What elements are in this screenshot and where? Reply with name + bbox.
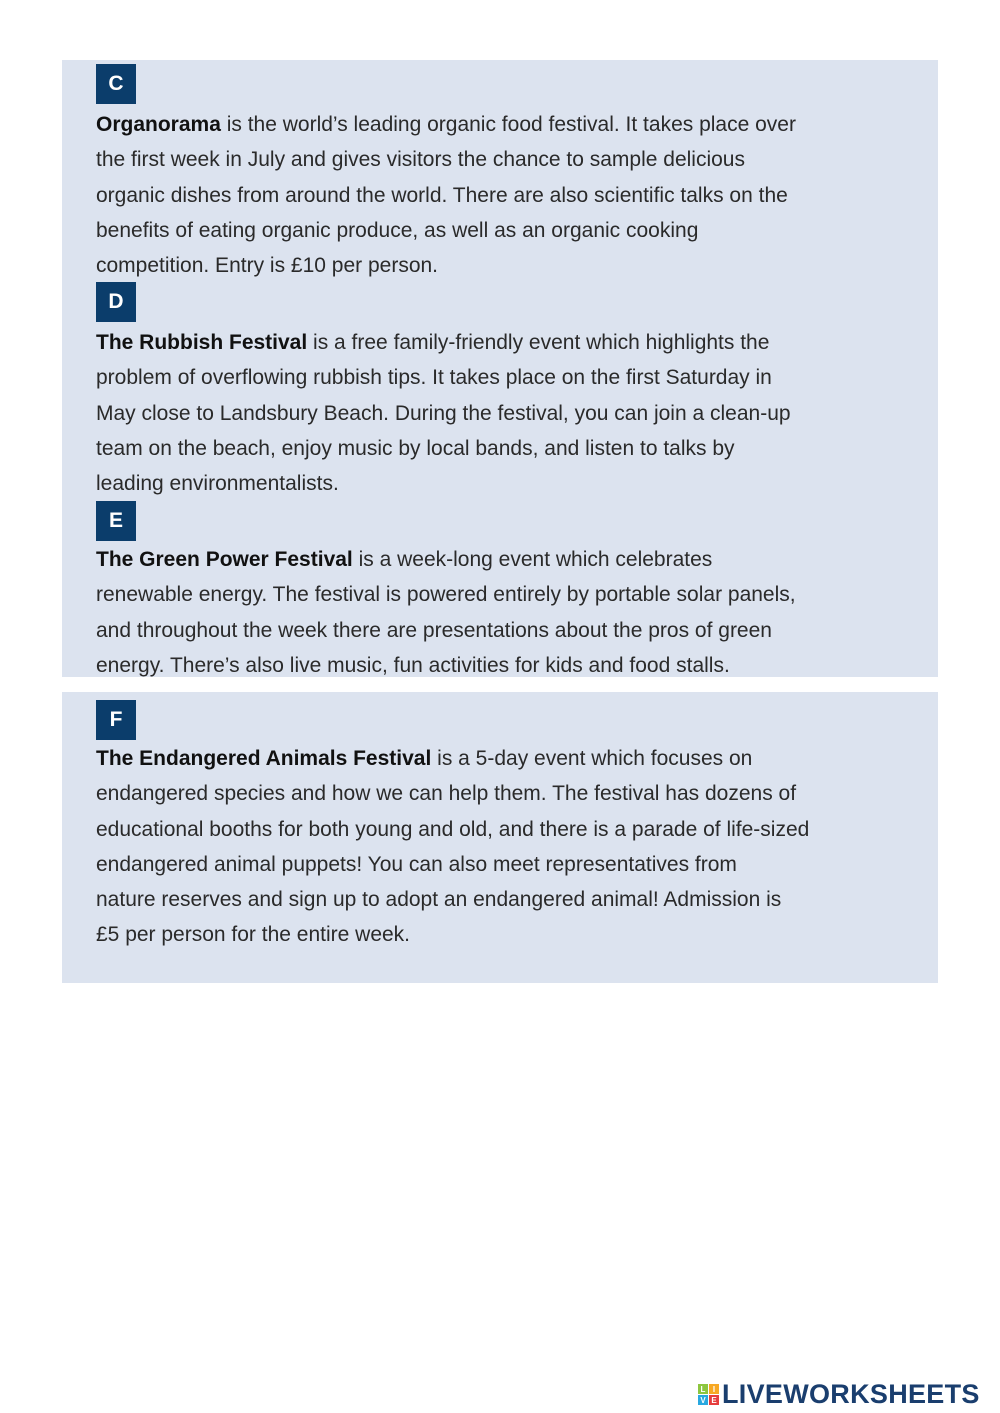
section-e (96, 501, 796, 683)
festival-name: The Rubbish Festival (96, 331, 308, 354)
festival-name: The Green Power Festival (96, 548, 353, 571)
text-line: £5 per person for the entire week. (96, 923, 411, 947)
text-line: endangered species and how we can help them. The festival has dozens of (96, 782, 797, 806)
text-line: and throughout the week there are presentations about the pros of green (96, 618, 772, 642)
logo-tile: V (698, 1395, 708, 1405)
section-d (96, 282, 791, 501)
text-line: energy. There’s also live music, fun activities for kids and food stalls. (96, 653, 730, 677)
liveworksheets-logo (698, 1379, 980, 1410)
text-line: organic dishes from around the world. There are also scientific talks on the (96, 183, 788, 207)
section-letter-badge: F (96, 700, 136, 740)
text-line: benefits of eating organic produce, as well as an organic cooking (96, 218, 699, 242)
logo-tile: I (709, 1384, 719, 1394)
text-line (96, 325, 791, 360)
festival-name: The Endangered Animals Festival (96, 747, 432, 770)
text-line: educational booths for both young and old, and there is a parade of life-sized (96, 817, 810, 841)
text: is a 5-day event which focuses on (431, 747, 753, 770)
section-f (96, 700, 809, 953)
text-line (96, 107, 796, 142)
logo-tiles-icon (698, 1384, 719, 1405)
logo-tile: L (698, 1384, 708, 1394)
logo-text: LIVEWORKSHEETS (722, 1379, 980, 1409)
text-line: the first week in July and gives visitors the chance to sample delicious (96, 148, 745, 172)
section-letter-badge: C (96, 64, 136, 104)
text-line (96, 741, 809, 776)
text-line (96, 542, 796, 577)
text-line: problem of overflowing rubbish tips. It takes place on the first Saturday in (96, 366, 772, 390)
text-line: leading environmentalists. (96, 472, 339, 496)
text: is a week-long event which celebrates (352, 548, 713, 571)
text-line: team on the beach, enjoy music by local bands, and listen to talks by (96, 436, 735, 460)
text-line: endangered animal puppets! You can also meet representatives from (96, 852, 737, 876)
section-letter-badge: E (96, 501, 136, 541)
text: is a free family-friendly event which highlights the (307, 331, 770, 354)
text-line: May close to Landsbury Beach. During the festival, you can join a clean-up (96, 401, 791, 425)
text-line: renewable energy. The festival is powered entirely by portable solar panels, (96, 583, 796, 607)
section-letter-badge: D (96, 282, 136, 322)
text-line: competition. Entry is £10 per person. (96, 254, 439, 278)
text-line: nature reserves and sign up to adopt an endangered animal! Admission is (96, 888, 782, 912)
text: is the world’s leading organic food festival. It takes place over (220, 113, 796, 136)
logo-tile: E (709, 1395, 719, 1405)
festival-name: Organorama (96, 113, 221, 136)
section-c (96, 64, 796, 283)
